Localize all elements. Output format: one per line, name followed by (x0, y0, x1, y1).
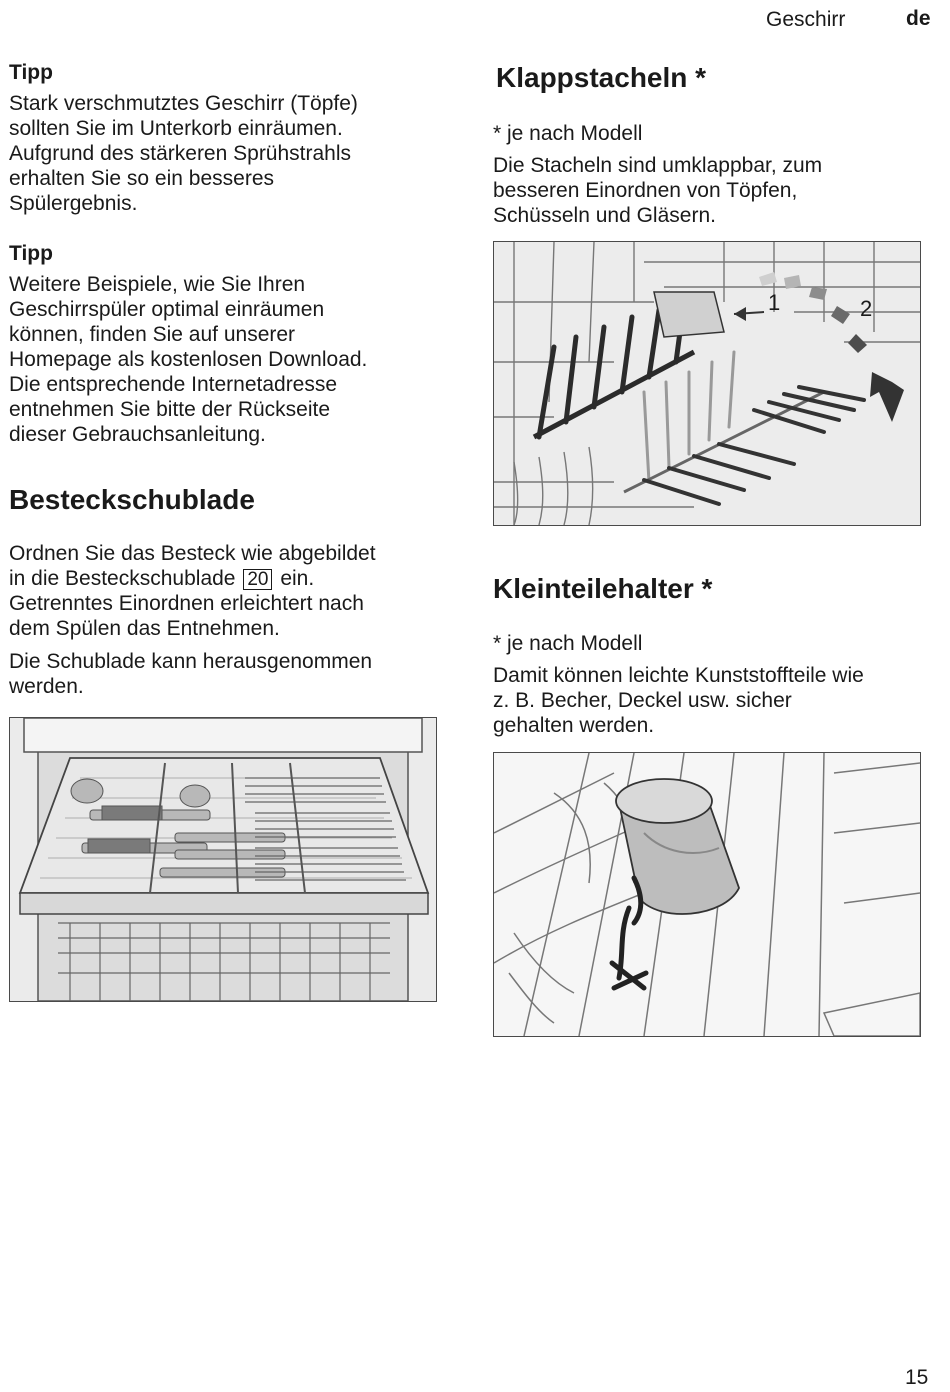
tip2-line: Geschirrspüler optimal einräumen (9, 298, 325, 321)
besteck-line: Die Schublade kann herausgenommen (9, 650, 373, 673)
besteck-line: Getrenntes Einordnen erleichtert nach (9, 592, 364, 615)
klappstacheln-text (493, 153, 933, 228)
besteck-text (9, 541, 449, 699)
klappstacheln-line: Schüsseln und Gläsern. (493, 204, 716, 227)
kleinteilehalter-section (493, 572, 933, 738)
folding-spikes-drawing (494, 242, 920, 525)
kleinteilehalter-heading: Kleinteilehalter * (493, 573, 713, 604)
klappstacheln-line: besseren Einordnen von Töpfen, (493, 179, 798, 202)
tip2-label: Tipp (9, 242, 53, 265)
besteck-line: werden. (9, 675, 84, 698)
header-language-code: de (906, 7, 931, 30)
tip2-line: Homepage als kostenlosen Download. (9, 348, 368, 371)
left-column (9, 60, 449, 699)
kleinteilehalter-line: Damit können leichte Kunststoffteile wie (493, 664, 864, 687)
tip2-text (9, 272, 449, 447)
tip1-label: Tipp (9, 61, 53, 84)
besteck-heading: Besteckschublade (9, 484, 255, 515)
besteck-line: Ordnen Sie das Besteck wie abgebildet (9, 542, 376, 565)
besteck-line-with-ref (9, 566, 449, 591)
tip2-line: Weitere Beispiele, wie Sie Ihren (9, 273, 306, 296)
header-section-title: Geschirr (766, 8, 846, 31)
klappstacheln-note: * je nach Modell (493, 122, 643, 145)
tip1-text (9, 91, 449, 216)
tip1-line: erhalten Sie so ein besseres (9, 167, 274, 190)
besteck-line: dem Spülen das Entnehmen. (9, 617, 280, 640)
callout-1: 1 (768, 290, 781, 315)
cutlery-drawer-illustration (9, 717, 437, 1002)
tip1-line: Stark verschmutztes Geschirr (Töpfe) (9, 92, 358, 115)
tip1-line: Spülergebnis. (9, 192, 138, 215)
kleinteilehalter-text (493, 663, 933, 738)
besteck-line2-before: in die Besteckschublade (9, 567, 236, 590)
right-column (493, 60, 933, 228)
tip2-line: Die entsprechende Internetadresse (9, 373, 338, 396)
klappstacheln-line: Die Stacheln sind umklappbar, zum (493, 154, 823, 177)
cutlery-drawer-drawing (10, 718, 436, 1001)
callout-2: 2 (860, 296, 873, 321)
small-parts-holder-illustration (493, 752, 921, 1037)
kleinteilehalter-note: * je nach Modell (493, 632, 643, 655)
klappstacheln-heading: Klappstacheln * (496, 62, 707, 93)
tip1-line: Aufgrund des stärkeren Sprühstrahls (9, 142, 352, 165)
tip2-line: dieser Gebrauchsanleitung. (9, 423, 266, 446)
tip2-line: können, finden Sie auf unserer (9, 323, 296, 346)
kleinteilehalter-line: gehalten werden. (493, 714, 655, 737)
page-number: 15 (905, 1366, 929, 1389)
besteck-line2-after: ein. (280, 567, 315, 590)
figure-reference: 20 (243, 569, 272, 590)
folding-spikes-illustration (493, 241, 921, 526)
kleinteilehalter-line: z. B. Becher, Deckel usw. sicher (493, 689, 792, 712)
tip2-line: entnehmen Sie bitte der Rückseite (9, 398, 331, 421)
tip1-line: sollten Sie im Unterkorb einräumen. (9, 117, 343, 140)
small-parts-holder-drawing (494, 753, 920, 1036)
